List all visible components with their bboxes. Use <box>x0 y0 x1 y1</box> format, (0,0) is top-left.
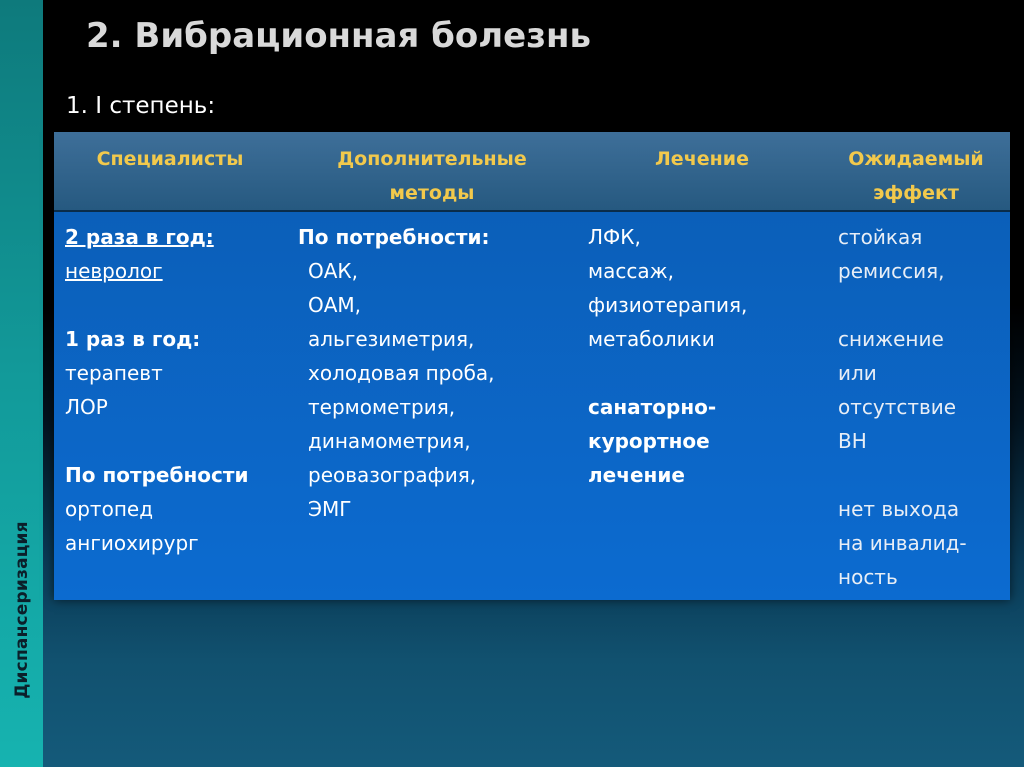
spa-treatment-line: санаторно- <box>588 395 717 419</box>
method-item: ОАМ, <box>308 293 362 317</box>
header-treatment <box>614 142 790 176</box>
effect-line: отсутствие <box>838 395 957 419</box>
spacer <box>838 458 967 492</box>
slide-subtitle: 1. I степень: <box>66 93 216 119</box>
effect-line: ность <box>838 565 898 589</box>
spa-treatment-line: лечение <box>588 463 685 487</box>
column-effect <box>838 220 967 594</box>
effect-line: на инвалид- <box>838 531 967 555</box>
spa-treatment-line: курортное <box>588 429 710 453</box>
effect-line: нет выхода <box>838 497 960 521</box>
treatment-item: ЛФК, <box>588 225 641 249</box>
header-specialists <box>72 142 268 176</box>
specialist-ent: ЛОР <box>65 395 108 419</box>
method-item: термометрия, <box>308 395 456 419</box>
header-methods-line1: Дополнительные <box>337 148 527 170</box>
frequency-twice-yearly: 2 раза в год: <box>65 225 214 249</box>
effect-line: ВН <box>838 429 867 453</box>
info-table <box>54 132 1010 600</box>
specialist-therapist: терапевт <box>65 361 163 385</box>
header-effect <box>826 142 1006 210</box>
method-item: ЭМГ <box>308 497 352 521</box>
frequency-once-yearly: 1 раз в год: <box>65 327 201 351</box>
header-methods <box>302 142 562 210</box>
effect-line: стойкая <box>838 225 923 249</box>
method-item: ОАК, <box>308 259 358 283</box>
header-effect-line2: эффект <box>873 182 959 204</box>
column-specialists <box>65 220 248 560</box>
method-item: альгезиметрия, <box>308 327 475 351</box>
method-item: реовазография, <box>308 463 477 487</box>
sidebar-strip <box>0 0 43 767</box>
effect-line: снижение <box>838 327 944 351</box>
specialist-angiosurgeon: ангиохирург <box>65 531 199 555</box>
header-effect-line1: Ожидаемый <box>848 148 984 170</box>
slide-title: 2. Вибрационная болезнь <box>86 16 591 56</box>
specialist-orthopedist: ортопед <box>65 497 154 521</box>
treatment-item: массаж, <box>588 259 674 283</box>
treatment-item: физиотерапия, <box>588 293 748 317</box>
effect-line: или <box>838 361 877 385</box>
frequency-as-needed: По потребности <box>65 463 249 487</box>
specialist-neurologist: невролог <box>65 259 163 283</box>
spacer <box>65 424 248 458</box>
sidebar-label: Диспансеризация <box>12 521 32 699</box>
header-treatment-text: Лечение <box>655 148 749 170</box>
header-methods-line2: методы <box>389 182 475 204</box>
column-treatment <box>588 220 747 492</box>
effect-line: ремиссия, <box>838 259 945 283</box>
method-item: холодовая проба, <box>308 361 495 385</box>
column-methods <box>298 220 495 526</box>
spacer <box>588 356 747 390</box>
spacer <box>838 288 967 322</box>
methods-heading: По потребности: <box>298 225 490 249</box>
treatment-item: метаболики <box>588 327 715 351</box>
method-item: динамометрия, <box>308 429 471 453</box>
spacer <box>65 288 248 322</box>
header-specialists-text: Специалисты <box>96 148 244 170</box>
